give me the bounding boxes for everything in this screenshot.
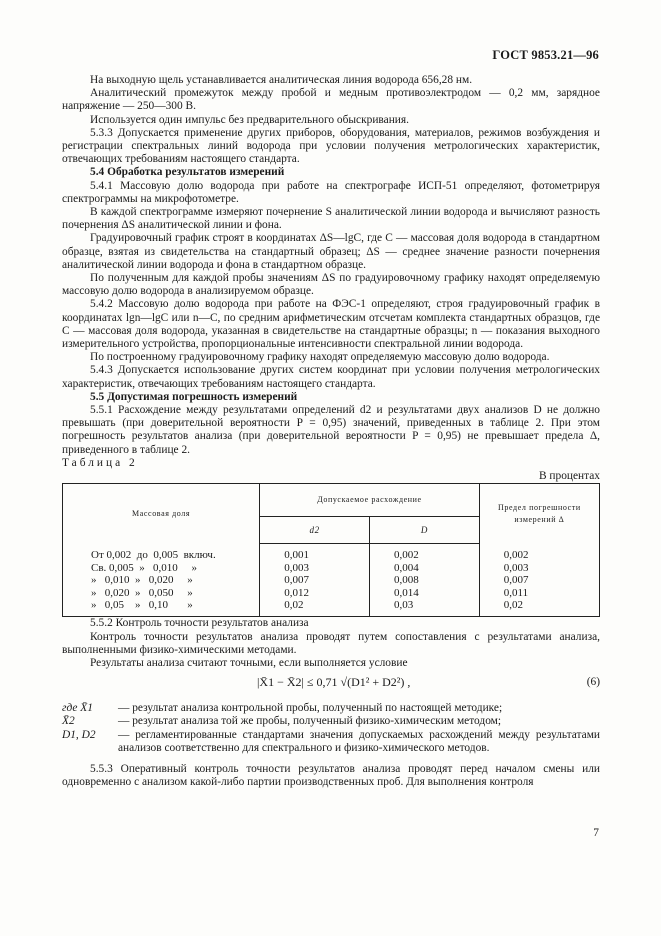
table-row	[63, 562, 600, 574]
paragraph: 5.5.2 Контроль точности результатов анализа	[90, 617, 309, 630]
paragraph: 5.4.1 Массовую долю водорода при работе на спектрографе ИСП-51 определяют, фотометрируя спектрограммы на микрофотометре.	[62, 179, 600, 205]
cell-D: 0,002	[370, 544, 480, 562]
cell-D: 0,004	[370, 562, 480, 574]
table-row	[63, 587, 600, 599]
definition-text: — результат анализа той же пробы, полученный физико-химическим методом;	[118, 715, 502, 728]
cell-delta: 0,011	[479, 587, 599, 599]
formula-expression: |X̄1 − X̄2| ≤ 0,71 √(D1² + D2²) ,	[257, 675, 411, 690]
formula-definitions	[62, 702, 600, 755]
definition-text: — результат анализа контрольной пробы, полученный по настоящей методике;	[118, 702, 503, 715]
table-caption: Таблица 2	[62, 456, 138, 469]
table-row	[63, 544, 600, 562]
header-allowed-diff: Допускаемое расхождение	[260, 484, 480, 517]
definition-symbol: где X̄1	[62, 702, 93, 715]
formula-number: (6)	[586, 676, 600, 689]
header-mass-fraction: Массовая доля	[63, 484, 260, 544]
cell-d2: 0,003	[260, 562, 370, 574]
header-D: D	[370, 517, 480, 544]
paragraph: Контроль точности результатов анализа проводят путем сопоставления с результатами анализа, выполненными физико-химическими методами.	[62, 630, 600, 656]
paragraph: 5.5.3 Оперативный контроль точности результатов анализа проводят перед началом смены или одновременно с анализом какой-либо партии производственных проб. Для выполнения контроля	[62, 762, 600, 789]
cell-D: 0,03	[370, 599, 480, 617]
cell-delta: 0,007	[479, 574, 599, 586]
paragraph: 5.4.2 Массовую долю водорода при работе на ФЭС-1 определяют, строя градуировочный график в координатах lgn—lgC или n—C, по средним арифметическим отсчетам комплекта стандартных образцов, где C — массовая доля водорода, указанная в свидетельстве на стандартные образцы; n — показания выходного измерительного устройства, пропорциональные интенсивности спектральной линии водорода.	[62, 298, 600, 351]
paragraph: В каждой спектрограмме измеряют почернение S аналитической линии водорода и вычисляют разность почернения ΔS аналитической линии и фона.	[62, 206, 600, 232]
paragraph: Градуировочный график строят в координатах ΔS—lgC, где C — массовая доля водорода в стандартном образце, взятая из свидетельства на стандартный образец; ΔS — среднее значение разности почернения аналитической линии водорода и фона в стандартном образце.	[62, 232, 600, 271]
paragraph: Аналитический промежуток между пробой и медным противоэлектродом — 0,2 мм, зарядное напряжение — 250—300 В.	[62, 87, 600, 113]
table-row	[63, 574, 600, 586]
paragraph: Результаты анализа считают точными, если выполняется условие	[90, 656, 408, 669]
cell-d2: 0,02	[260, 599, 370, 617]
cell-d2: 0,012	[260, 587, 370, 599]
section-heading-5-4: 5.4 Обработка результатов измерений	[90, 166, 285, 179]
cell-delta: 0,02	[479, 599, 599, 617]
cell-range: От 0,002 до 0,005 включ.	[63, 544, 260, 562]
cell-range: » 0,05 » 0,10 »	[63, 599, 260, 617]
page-number: 7	[593, 827, 599, 839]
table-units: В процентах	[538, 470, 600, 483]
definition-item	[62, 702, 600, 715]
paragraph: На выходную щель устанавливается аналитическая линия водорода 656,28 нм.	[90, 74, 473, 86]
cell-range: » 0,010 » 0,020 »	[63, 574, 260, 586]
definition-text: — регламентированные стандартами значения допускаемых расхождений между результатами анализов соответственно для спектрального и физико-химического методов.	[118, 728, 600, 754]
paragraph: По построенному градуировочному графику находят определяемую массовую долю водорода.	[90, 351, 550, 364]
paragraph: По полученным для каждой пробы значениям ΔS по градуировочному графику находят определяемую массовую долю водорода в анализируемом образце.	[62, 272, 600, 298]
definition-item	[62, 729, 600, 755]
cell-delta: 0,002	[479, 544, 599, 562]
cell-D: 0,014	[370, 587, 480, 599]
paragraph: Используется один импульс без предварительного обыскривания.	[90, 113, 409, 126]
paragraph: 5.4.3 Допускается использование других систем координат при условии получения метрологических характеристик, отвечающих требованиям настоящего стандарта.	[62, 364, 600, 390]
paragraph: 5.3.3 Допускается применение других приборов, оборудования, материалов, режимов возбуждения и регистрации спектральных линий водорода при условии получения метрологических характеристик, отвечающих требованиям настоящего стандарта.	[62, 126, 600, 166]
document-code: ГОСТ 9853.21—96	[492, 48, 599, 62]
definition-symbol: D1, D2	[62, 728, 96, 741]
cell-delta: 0,003	[479, 562, 599, 574]
cell-range: » 0,020 » 0,050 »	[63, 587, 260, 599]
cell-range: Св. 0,005 » 0,010 »	[63, 562, 260, 574]
table-row	[63, 599, 600, 617]
section-heading-5-5: 5.5 Допустимая погрешность измерений	[90, 390, 298, 403]
tolerance-table	[62, 483, 600, 617]
cell-D: 0,008	[370, 574, 480, 586]
formula-6	[62, 674, 600, 696]
header-error-limit: Предел погрешности измерений Δ	[479, 484, 599, 544]
cell-d2: 0,007	[260, 574, 370, 586]
definition-item	[62, 715, 600, 728]
cell-d2: 0,001	[260, 544, 370, 562]
definition-symbol: X̄2	[62, 715, 75, 728]
document-body	[62, 74, 600, 789]
header-d2: d2	[260, 517, 370, 544]
paragraph: 5.5.1 Расхождение между результатами определений d2 и результатами двух анализов D не должно превышать (при доверительной вероятности P = 0,95) значений, приведенных в таблице 2. При этом погрешность результатов анализа (при доверительной вероятности P = 0,95) не превышает предела Δ, приведенного в таблице 2.	[62, 404, 600, 456]
